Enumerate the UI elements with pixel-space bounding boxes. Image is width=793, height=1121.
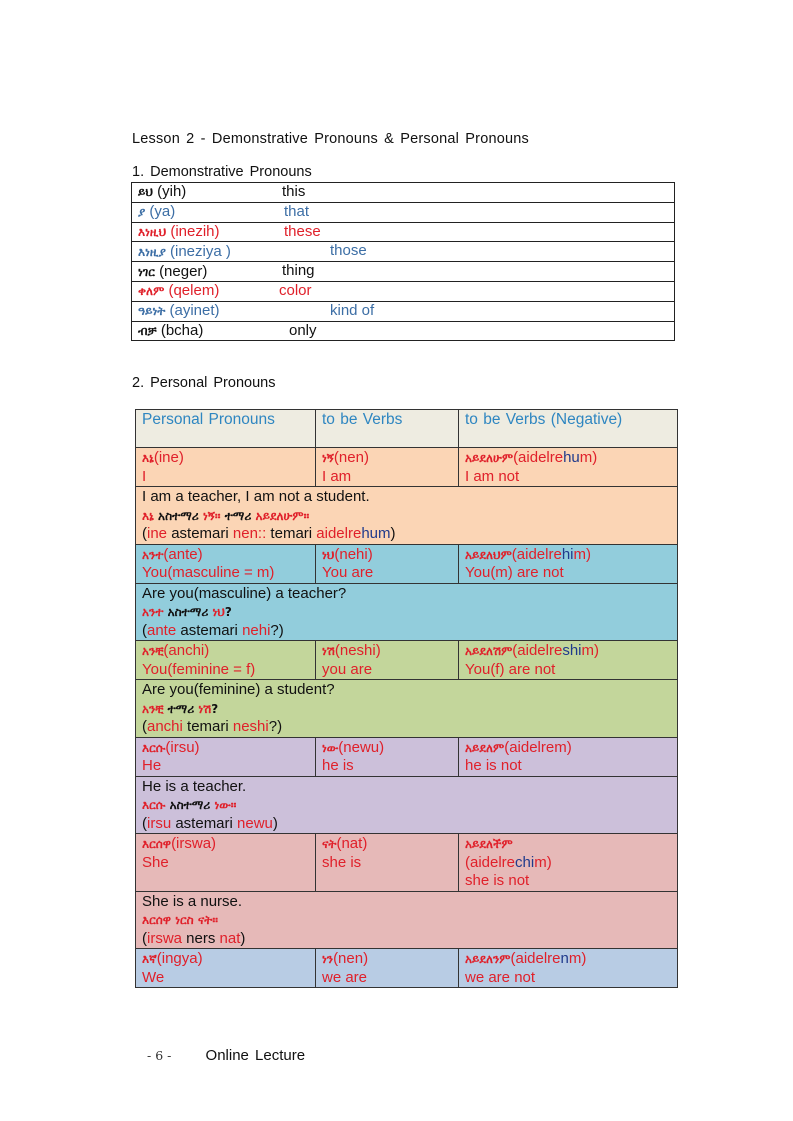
english-meaning: that [284, 202, 310, 220]
amharic-word: ተማሪ [224, 508, 256, 523]
english-sentence: He is a teacher. [142, 777, 247, 795]
transliteration: (aidelrem) [504, 738, 572, 756]
amharic-word: ይህ [138, 185, 153, 200]
english-meaning: she is not [465, 872, 530, 889]
transliteration: m) [568, 950, 587, 967]
transliteration: (ya) [149, 203, 176, 221]
amharic-word: ነህ [322, 547, 335, 562]
pronoun-row [136, 448, 678, 487]
transliteration: (bcha) [160, 321, 204, 339]
table-header-row [136, 410, 678, 448]
transliteration: (ayinet) [169, 302, 220, 320]
amharic-word: አይደለሁም [465, 451, 514, 465]
page-footer [147, 1047, 305, 1064]
section-heading-demonstrative: 1. Demonstrative Pronouns [132, 164, 312, 180]
amharic-word: እነዚህ [138, 224, 167, 239]
transliteration: astemari [171, 814, 238, 832]
negative-verb-cell [459, 834, 678, 892]
pronoun-cell [136, 544, 316, 583]
transliteration: irswa [147, 929, 183, 947]
english-meaning: You are [322, 564, 374, 581]
amharic-word: አንተ [142, 547, 164, 562]
english-meaning: we are [322, 968, 368, 986]
amharic-word: እኔ [142, 508, 159, 523]
transliteration: (irswa) [171, 835, 217, 852]
amharic-word: እኛ [142, 952, 157, 966]
amharic-word: ነሽ [198, 701, 212, 716]
amharic-word: ናት። [197, 913, 218, 927]
demonstrative-cell [132, 183, 675, 203]
example-sentence-row [136, 776, 678, 834]
example-sentence-cell [136, 583, 678, 641]
demonstrative-row [132, 281, 675, 301]
amharic-word: እርሱ [142, 798, 170, 812]
amharic-word: ነርስ [175, 913, 198, 927]
english-meaning: color [279, 281, 312, 299]
example-sentence-row [136, 487, 678, 545]
amharic-word: አይደለህም [465, 547, 512, 562]
demonstrative-row [132, 183, 675, 203]
transliteration: (nen) [333, 950, 369, 967]
transliteration: ine [147, 525, 168, 542]
example-sentence-row [136, 583, 678, 641]
demonstrative-cell [132, 202, 675, 222]
amharic-word: አይደለሁም። [255, 508, 310, 523]
pronoun-row [136, 544, 678, 583]
transliteration: (ingya) [156, 950, 203, 967]
amharic-word: አስተማሪ [169, 798, 215, 812]
transliteration: aidelre [316, 525, 362, 542]
amharic-word: ነገር [138, 264, 155, 279]
amharic-word: ? [224, 605, 232, 619]
transliteration-highlight: shi [562, 642, 582, 659]
amharic-word: አስተማሪ [167, 605, 213, 619]
transliteration: m) [534, 853, 552, 871]
header-personal-pronouns: Personal Pronouns [136, 410, 316, 448]
english-meaning: thing [282, 262, 315, 280]
amharic-word: ዓይነት [138, 304, 166, 319]
transliteration: ) [390, 525, 396, 542]
transliteration: (aidelre [512, 642, 563, 659]
transliteration: hum [361, 525, 391, 542]
transliteration: (ineziya ) [170, 242, 231, 260]
transliteration: ( [142, 718, 147, 735]
pronoun-cell [136, 448, 316, 487]
transliteration: (qelem) [168, 282, 220, 300]
transliteration: ) [240, 929, 246, 947]
transliteration: astemari [176, 621, 243, 639]
demonstrative-cell [132, 222, 675, 242]
english-sentence: I am a teacher, I am not a student. [142, 488, 370, 505]
transliteration: ?) [270, 621, 284, 639]
verb-cell [316, 448, 459, 487]
amharic-word: ነን [322, 952, 334, 966]
transliteration: (nehi) [334, 545, 373, 563]
example-sentence-row [136, 891, 678, 949]
english-meaning: I [142, 467, 147, 485]
english-meaning: these [284, 222, 321, 240]
pronoun-row [136, 834, 678, 892]
negative-verb-cell [459, 737, 678, 776]
english-meaning: I am [322, 467, 352, 485]
transliteration: newu [237, 814, 273, 832]
amharic-word: ? [211, 701, 219, 716]
transliteration: ( [142, 929, 147, 947]
amharic-word: ነኝ። [202, 508, 225, 523]
pronoun-cell [136, 834, 316, 892]
transliteration: (irsu) [165, 738, 200, 756]
demonstrative-row [132, 202, 675, 222]
footer-label: Online Lecture [205, 1047, 306, 1064]
transliteration-highlight: n [560, 950, 569, 967]
pronoun-cell [136, 641, 316, 680]
transliteration: (nen) [333, 449, 369, 466]
negative-verb-cell [459, 641, 678, 680]
demonstrative-cell [132, 281, 675, 301]
amharic-word: ነህ [212, 605, 225, 619]
verb-cell [316, 544, 459, 583]
english-meaning: she is [322, 853, 362, 871]
negative-verb-cell [459, 448, 678, 487]
example-sentence-cell [136, 487, 678, 545]
transliteration: (neshi) [334, 642, 381, 659]
negative-verb-cell [459, 544, 678, 583]
amharic-word: ያ [138, 205, 146, 220]
transliteration: (neger) [159, 262, 208, 280]
lesson-title: Lesson 2 - Demonstrative Pronouns & Personal Pronouns [132, 131, 529, 147]
transliteration: ( [142, 621, 147, 639]
english-sentence: She is a nurse. [142, 892, 243, 910]
transliteration: nehi [242, 621, 271, 639]
transliteration: m) [579, 449, 598, 466]
english-meaning: You(masculine = m) [142, 564, 275, 581]
amharic-word: አንቺ [142, 701, 168, 716]
demonstrative-pronouns-table [131, 182, 675, 341]
demonstrative-cell [132, 321, 675, 341]
example-sentence-cell [136, 891, 678, 949]
english-meaning: only [289, 321, 317, 339]
english-meaning: We [142, 968, 165, 986]
english-meaning: You(feminine = f) [142, 660, 256, 678]
amharic-word: አይደለሽም [465, 644, 513, 658]
amharic-word: አስተማሪ [158, 508, 203, 523]
transliteration: (yih) [157, 183, 187, 201]
transliteration: (inezih) [170, 222, 220, 240]
transliteration-highlight: hi [561, 545, 574, 563]
transliteration: temari [182, 718, 233, 735]
english-meaning: You(m) are not [465, 564, 564, 581]
english-meaning: this [282, 183, 306, 200]
demonstrative-row [132, 262, 675, 282]
english-meaning: he is not [465, 757, 522, 774]
english-meaning: She [142, 853, 169, 871]
page-number: - 6 - [147, 1048, 172, 1063]
transliteration: anchi [147, 718, 183, 735]
verb-cell [316, 949, 459, 988]
demonstrative-row [132, 222, 675, 242]
header-to-be-verbs: to be Verbs [316, 410, 459, 448]
amharic-word: እርሱ [142, 740, 166, 755]
amharic-word: ነሽ [322, 644, 335, 658]
demonstrative-row [132, 301, 675, 321]
transliteration: nat [219, 929, 241, 947]
demonstrative-cell [132, 242, 675, 262]
transliteration: (aidelre [511, 545, 562, 563]
amharic-word: ብቻ [138, 323, 157, 338]
transliteration: (anchi) [163, 642, 210, 659]
english-meaning: we are not [465, 968, 536, 986]
amharic-word: ነው። [214, 798, 237, 812]
amharic-word: አንተ [142, 605, 168, 619]
amharic-word: ተማሪ [167, 701, 199, 716]
example-sentence-cell [136, 680, 678, 738]
transliteration-highlight: hu [563, 449, 580, 466]
amharic-word: እነዚያ [138, 244, 166, 259]
transliteration: ante [147, 621, 177, 639]
demonstrative-row [132, 242, 675, 262]
english-meaning: kind of [330, 301, 375, 319]
transliteration: (ine) [153, 449, 184, 466]
amharic-word: ነው [322, 740, 339, 755]
english-meaning: He [142, 757, 162, 774]
english-meaning: those [330, 242, 367, 260]
verb-cell [316, 641, 459, 680]
transliteration: (aidelre [465, 853, 516, 871]
transliteration: nen:: [232, 525, 267, 542]
amharic-word: እኔ [142, 451, 154, 465]
transliteration: (aidelre [513, 449, 564, 466]
section-heading-personal: 2. Personal Pronouns [132, 375, 276, 391]
example-sentence-cell [136, 776, 678, 834]
demonstrative-cell [132, 262, 675, 282]
amharic-word: እርሰዋ [142, 837, 172, 851]
negative-verb-cell [459, 949, 678, 988]
transliteration: temari [266, 525, 317, 542]
english-meaning: I am not [465, 467, 520, 485]
pronoun-row [136, 641, 678, 680]
english-meaning: you are [322, 660, 373, 678]
amharic-word: ነኝ [322, 451, 334, 465]
transliteration: (nat) [336, 835, 368, 852]
transliteration: ( [142, 814, 147, 832]
transliteration: irsu [147, 814, 172, 832]
transliteration: ( [142, 525, 147, 542]
personal-pronouns-table [135, 409, 678, 988]
transliteration: (aidelre [510, 950, 561, 967]
transliteration: m) [573, 545, 591, 563]
transliteration-highlight: chi [515, 853, 535, 871]
transliteration: m) [581, 642, 599, 659]
amharic-word: አይደለም [465, 740, 505, 755]
example-sentence-row [136, 680, 678, 738]
amharic-word: አንቺ [142, 644, 164, 658]
amharic-word: ቀለም [138, 284, 165, 299]
amharic-word: እርሰዋ [142, 913, 176, 927]
amharic-word: አይደለንም [465, 952, 511, 966]
amharic-word: ናት [322, 837, 337, 851]
transliteration: astemari [167, 525, 233, 542]
pronoun-cell [136, 949, 316, 988]
demonstrative-row [132, 321, 675, 341]
english-sentence: Are you(masculine) a teacher? [142, 584, 347, 602]
transliteration: ners [182, 929, 220, 947]
transliteration: (newu) [338, 738, 385, 756]
english-sentence: Are you(feminine) a student? [142, 681, 335, 698]
english-meaning: he is [322, 757, 354, 774]
transliteration: (ante) [163, 545, 203, 563]
transliteration: ) [272, 814, 278, 832]
pronoun-row [136, 949, 678, 988]
verb-cell [316, 737, 459, 776]
header-to-be-verbs-negative: to be Verbs (Negative) [459, 410, 678, 448]
pronoun-row [136, 737, 678, 776]
transliteration: neshi [232, 718, 269, 735]
english-meaning: You(f) are not [465, 660, 556, 678]
verb-cell [316, 834, 459, 892]
demonstrative-cell [132, 301, 675, 321]
amharic-word: አይደለችም [465, 837, 513, 851]
transliteration: ?) [268, 718, 283, 735]
pronoun-cell [136, 737, 316, 776]
